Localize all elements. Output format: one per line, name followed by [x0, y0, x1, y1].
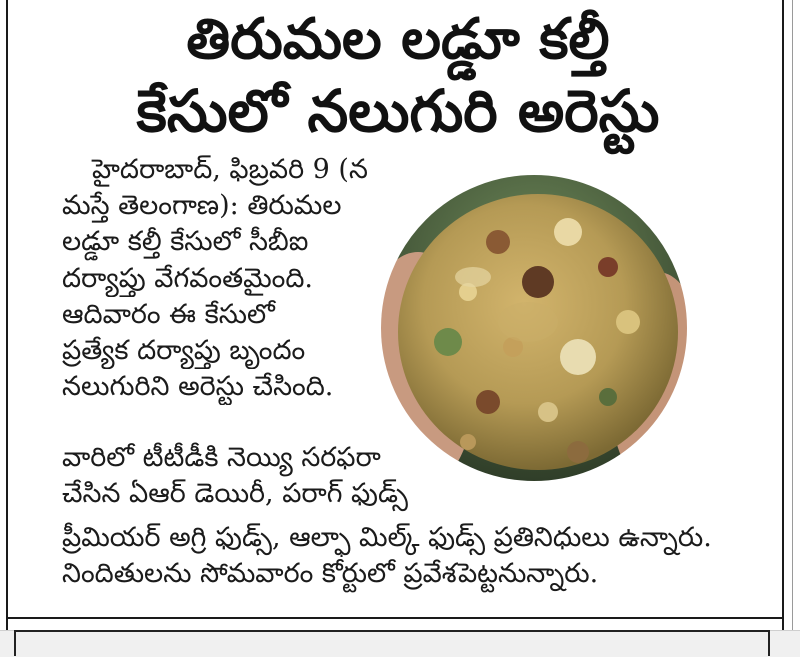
column-rule-right-outer: [792, 0, 793, 656]
article-line: నలుగురిని అరెస్టు చేసింది.: [62, 371, 334, 403]
headline-line-1: తిరుమల లడ్డూ కల్తీ: [186, 7, 610, 72]
laddu-photo: [378, 172, 690, 484]
article-body-wrapped: [62, 152, 384, 405]
article-line: మస్తే తెలంగాణ): తిరుమల: [62, 190, 342, 222]
column-rule-right: [782, 0, 784, 640]
column-rule-left: [6, 0, 8, 640]
article-line: ఆదివారం ఈ కేసులో: [62, 298, 275, 330]
next-article-box: [14, 630, 770, 656]
article-line: హైదరాబాద్, ఫిబ్రవరి 9 (న: [92, 154, 368, 185]
article-line: దర్యాప్తు వేగవంతమైంది.: [62, 262, 313, 294]
article-line: ప్రత్యేక దర్యాప్తు బృందం: [62, 335, 306, 367]
headline: [18, 6, 778, 148]
article-line: ప్రీమియర్ అగ్రి ఫుడ్స్, ఆల్ఫా మిల్క్ ఫుడ్స్ ప్రతినిధులు ఉన్నారు.: [62, 522, 712, 553]
headline-line-2: కేసులో నలుగురి అరెస్టు: [136, 77, 660, 145]
article-line: నిందితులను సోమవారం కోర్టులో ప్రవేశపెట్టనున్నారు.: [62, 558, 599, 590]
article-line: చేసిన ఏఆర్ డెయిరీ, పరాగ్ ఫుడ్స్: [62, 478, 409, 510]
article-bottom-rule: [6, 617, 784, 619]
article-body-full: [62, 520, 762, 592]
article-line: వారిలో టీటీడీకి నెయ్యి సరఫరా: [62, 442, 381, 473]
article-line: లడ్డూ కల్తీ కేసులో సీబీఐ: [62, 226, 309, 258]
